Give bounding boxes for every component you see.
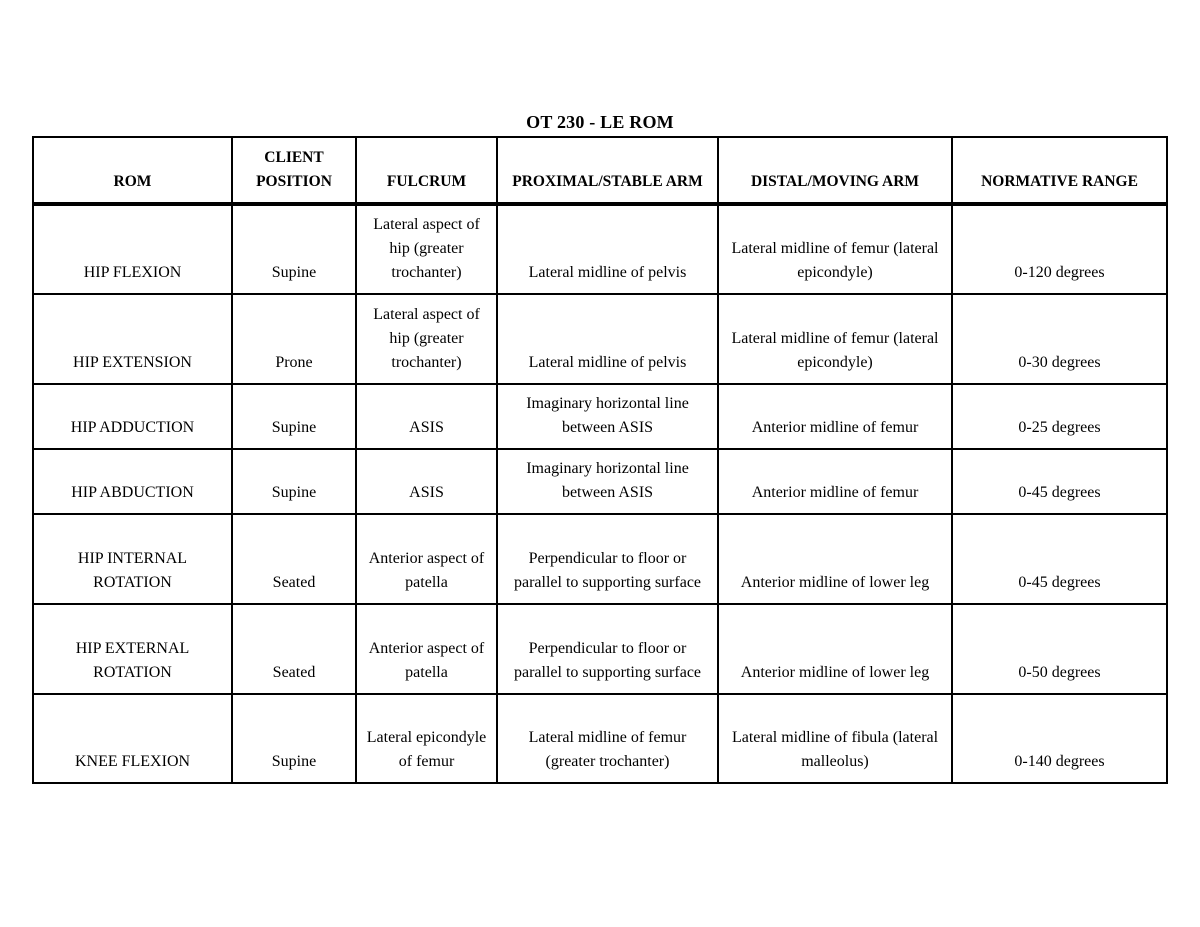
cell-client-position: Supine — [232, 449, 356, 514]
cell-normative-range: 0-25 degrees — [952, 384, 1167, 449]
cell-rom: HIP EXTERNAL ROTATION — [33, 604, 232, 694]
cell-normative-range: 0-120 degrees — [952, 204, 1167, 294]
table-row — [33, 384, 1167, 449]
table-row — [33, 449, 1167, 514]
cell-proximal-arm: Imaginary horizontal line between ASIS — [497, 449, 718, 514]
header-distal-arm: DISTAL/MOVING ARM — [718, 137, 952, 204]
cell-rom: HIP ABDUCTION — [33, 449, 232, 514]
header-rom: ROM — [33, 137, 232, 204]
cell-distal-arm: Anterior midline of lower leg — [718, 604, 952, 694]
header-fulcrum: FULCRUM — [356, 137, 497, 204]
table-row — [33, 604, 1167, 694]
cell-rom: HIP INTERNAL ROTATION — [33, 514, 232, 604]
cell-distal-arm: Lateral midline of femur (lateral epicondyle) — [718, 204, 952, 294]
cell-distal-arm: Anterior midline of lower leg — [718, 514, 952, 604]
cell-normative-range: 0-50 degrees — [952, 604, 1167, 694]
cell-proximal-arm: Imaginary horizontal line between ASIS — [497, 384, 718, 449]
cell-rom: HIP FLEXION — [33, 204, 232, 294]
cell-fulcrum: ASIS — [356, 449, 497, 514]
cell-fulcrum: Anterior aspect of patella — [356, 514, 497, 604]
table-row — [33, 204, 1167, 294]
cell-client-position: Seated — [232, 604, 356, 694]
cell-distal-arm: Anterior midline of femur — [718, 384, 952, 449]
header-normative-range: NORMATIVE RANGE — [952, 137, 1167, 204]
cell-fulcrum: Lateral epicondyle of femur — [356, 694, 497, 783]
cell-client-position: Supine — [232, 694, 356, 783]
cell-proximal-arm: Perpendicular to floor or parallel to supporting surface — [497, 514, 718, 604]
table-row — [33, 294, 1167, 384]
header-proximal-arm: PROXIMAL/STABLE ARM — [497, 137, 718, 204]
header-client-position: CLIENT POSITION — [232, 137, 356, 204]
cell-client-position: Prone — [232, 294, 356, 384]
cell-normative-range: 0-140 degrees — [952, 694, 1167, 783]
cell-normative-range: 0-45 degrees — [952, 449, 1167, 514]
table-row — [33, 514, 1167, 604]
header-row — [33, 137, 1167, 204]
cell-distal-arm: Lateral midline of femur (lateral epicondyle) — [718, 294, 952, 384]
cell-proximal-arm: Lateral midline of femur (greater trochanter) — [497, 694, 718, 783]
document-title: OT 230 - LE ROM — [526, 112, 674, 132]
cell-rom: HIP ADDUCTION — [33, 384, 232, 449]
cell-normative-range: 0-30 degrees — [952, 294, 1167, 384]
cell-proximal-arm: Lateral midline of pelvis — [497, 294, 718, 384]
cell-distal-arm: Lateral midline of fibula (lateral malleolus) — [718, 694, 952, 783]
cell-rom: KNEE FLEXION — [33, 694, 232, 783]
rom-table — [32, 136, 1168, 784]
cell-fulcrum: ASIS — [356, 384, 497, 449]
cell-distal-arm: Anterior midline of femur — [718, 449, 952, 514]
table-row — [33, 694, 1167, 783]
cell-client-position: Supine — [232, 204, 356, 294]
cell-client-position: Seated — [232, 514, 356, 604]
cell-proximal-arm: Perpendicular to floor or parallel to supporting surface — [497, 604, 718, 694]
cell-fulcrum: Lateral aspect of hip (greater trochanter) — [356, 204, 497, 294]
cell-fulcrum: Anterior aspect of patella — [356, 604, 497, 694]
cell-rom: HIP EXTENSION — [33, 294, 232, 384]
cell-proximal-arm: Lateral midline of pelvis — [497, 204, 718, 294]
cell-normative-range: 0-45 degrees — [952, 514, 1167, 604]
cell-fulcrum: Lateral aspect of hip (greater trochanter) — [356, 294, 497, 384]
cell-client-position: Supine — [232, 384, 356, 449]
